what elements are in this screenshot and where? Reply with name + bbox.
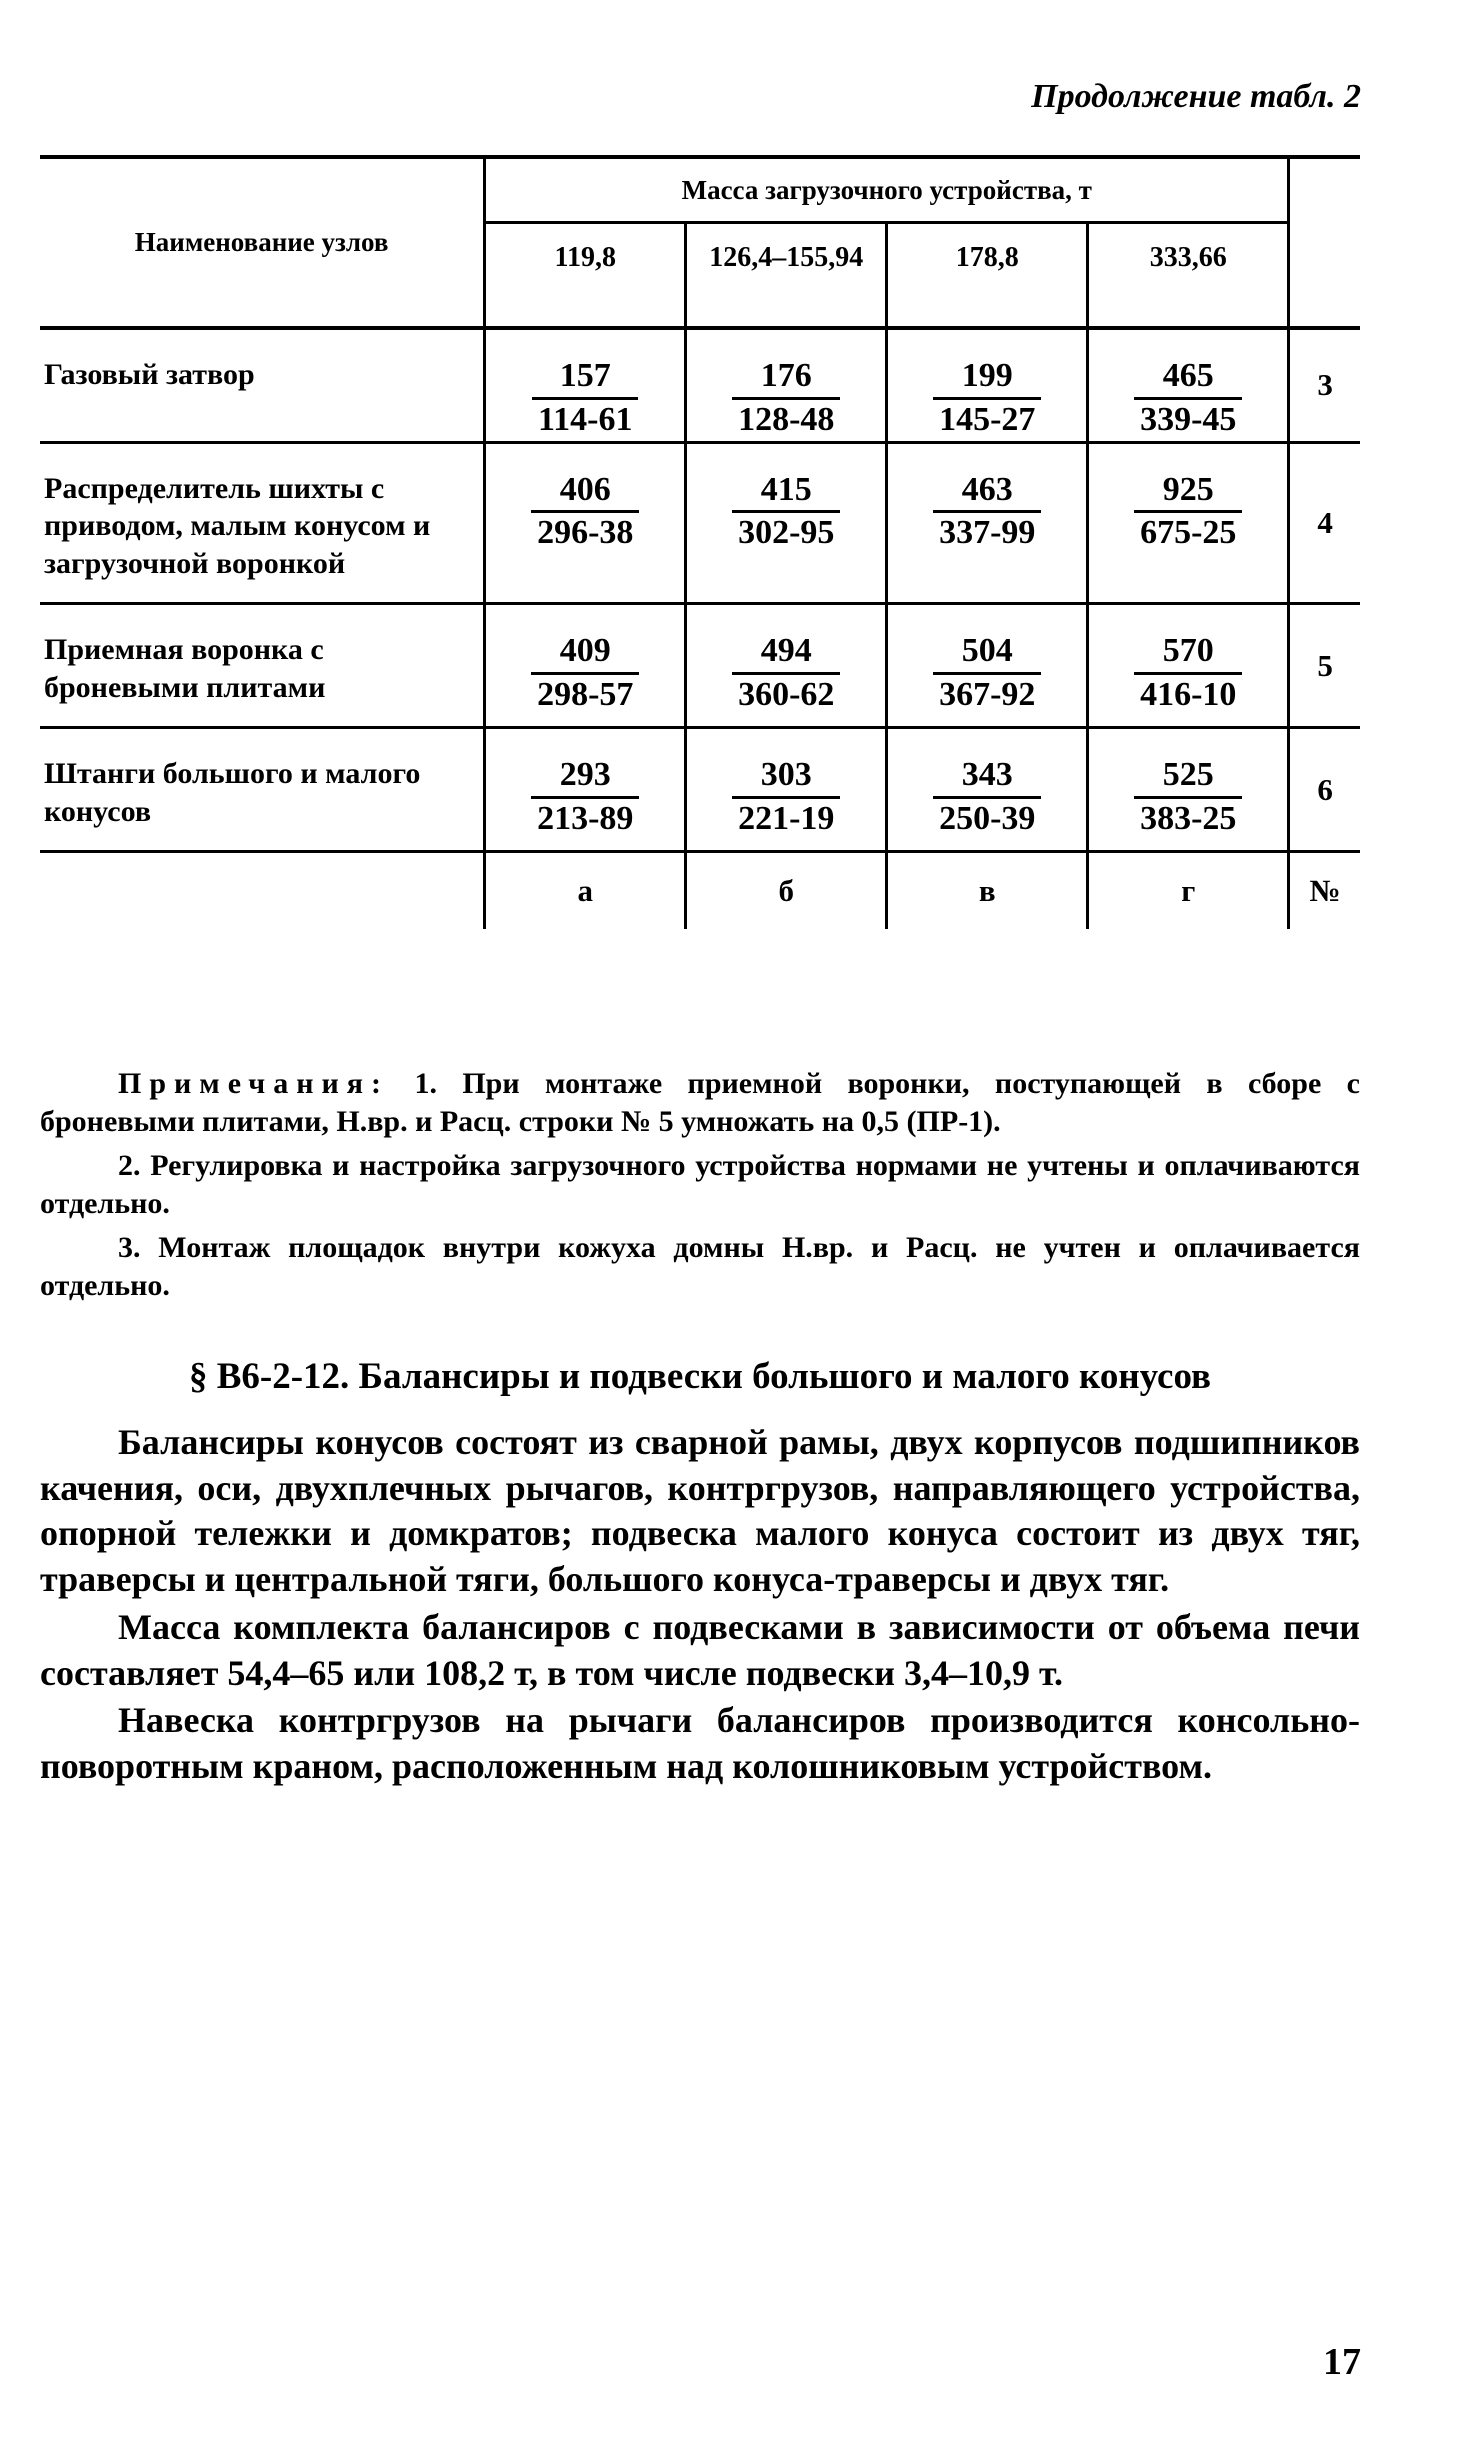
row-name: Газовый затвор bbox=[40, 328, 485, 442]
value-cell: $\frac{176}{128-48}$ bbox=[686, 328, 887, 442]
mass-column-header: 119,8 bbox=[485, 223, 686, 329]
value-cell: $\frac{925}{675-25}$ bbox=[1088, 442, 1289, 604]
paragraph: Балансиры конусов состоят из сварной рамы, двух корпусов подшипников качения, оси, двухплечных рычагов, контргрузов, направляющего устройства, опорной тележки и домкратов; подвеска малого конуса состоит из двух тяг, траверсы и центральной тяги, большого конуса-траверсы и двух тяг. bbox=[40, 1422, 1360, 1600]
notes-label: Примечания: bbox=[118, 1067, 390, 1100]
norms-table bbox=[40, 155, 1360, 929]
paragraph: Масса комплекта балансиров с подвесками в зависимости от объема печи составляет 54,4–65 или 108,2 т, в том числе подвески 3,4–10,9 т. bbox=[40, 1606, 1360, 1693]
note-1-text: 1. При монтаже приемной воронки, поступающей в сборе с броневыми плитами, Н.вр. и Расц. строки № 5 умножать на 0,5 (ПР-1). bbox=[40, 1067, 1361, 1139]
value-cell: $\frac{303}{221-19}$ bbox=[686, 728, 887, 852]
column-letter: в bbox=[887, 852, 1088, 930]
page-number: 17 bbox=[1323, 2341, 1361, 2383]
paragraph: Навеска контргрузов на рычаги балансиров производится консольно-поворотным краном, расположенным над колошниковым устройством. bbox=[40, 1700, 1360, 1787]
table-row bbox=[40, 604, 1360, 728]
note-3: 3. Монтаж площадок внутри кожуха домны Н.вр. и Расц. не учтен и оплачивается отдельно. bbox=[40, 1231, 1360, 1303]
value-cell: $\frac{157}{114-61}$ bbox=[485, 328, 686, 442]
value-cell: $\frac{465}{339-45}$ bbox=[1088, 328, 1289, 442]
column-letter: а bbox=[485, 852, 686, 930]
row-number: 5 bbox=[1289, 604, 1360, 728]
row-number: 4 bbox=[1289, 442, 1360, 604]
table-footer-row bbox=[40, 852, 1360, 930]
table-continuation-label: Продолжение табл. 2 bbox=[1031, 78, 1361, 115]
value-cell: $\frac{409}{298-57}$ bbox=[485, 604, 686, 728]
table-row bbox=[40, 328, 1360, 442]
mass-column-header: 178,8 bbox=[887, 223, 1088, 329]
row-name: Штанги большого и малого конусов bbox=[40, 728, 485, 852]
note-1 bbox=[40, 1065, 1360, 1141]
row-number: 6 bbox=[1289, 728, 1360, 852]
mass-column-header: 126,4–155,94 bbox=[686, 223, 887, 329]
mass-column-header: 333,66 bbox=[1088, 223, 1289, 329]
row-name: Распределитель шихты с приводом, малым конусом и загрузочной воронкой bbox=[40, 442, 485, 604]
section-heading: § В6-2-12. Балансиры и подвески большого и малого конусов bbox=[188, 1356, 1212, 1397]
footer-blank bbox=[40, 852, 485, 930]
column-header-num bbox=[1289, 157, 1360, 328]
column-header-mass: Масса загрузочного устройства, т bbox=[485, 157, 1289, 223]
value-cell: $\frac{199}{145-27}$ bbox=[887, 328, 1088, 442]
value-cell: $\frac{570}{416-10}$ bbox=[1088, 604, 1289, 728]
value-cell: $\frac{415}{302-95}$ bbox=[686, 442, 887, 604]
footer-number-sign: № bbox=[1289, 852, 1360, 930]
row-number: 3 bbox=[1289, 328, 1360, 442]
column-header-name: Наименование узлов bbox=[40, 157, 485, 328]
value-cell: $\frac{343}{250-39}$ bbox=[887, 728, 1088, 852]
value-cell: $\frac{525}{383-25}$ bbox=[1088, 728, 1289, 852]
body-text bbox=[40, 1420, 1360, 1792]
value-cell: $\frac{406}{296-38}$ bbox=[485, 442, 686, 604]
notes-block bbox=[40, 1065, 1360, 1312]
column-letter: б bbox=[686, 852, 887, 930]
note-2: 2. Регулировка и настройка загрузочного устройства нормами не учтены и оплачиваются отдельно. bbox=[40, 1149, 1360, 1221]
value-cell: $\frac{463}{337-99}$ bbox=[887, 442, 1088, 604]
row-name: Приемная воронка с броневыми плитами bbox=[40, 604, 485, 728]
value-cell: $\frac{494}{360-62}$ bbox=[686, 604, 887, 728]
table-row bbox=[40, 728, 1360, 852]
column-letter: г bbox=[1088, 852, 1289, 930]
table-row bbox=[40, 442, 1360, 604]
value-cell: $\frac{504}{367-92}$ bbox=[887, 604, 1088, 728]
value-cell: $\frac{293}{213-89}$ bbox=[485, 728, 686, 852]
